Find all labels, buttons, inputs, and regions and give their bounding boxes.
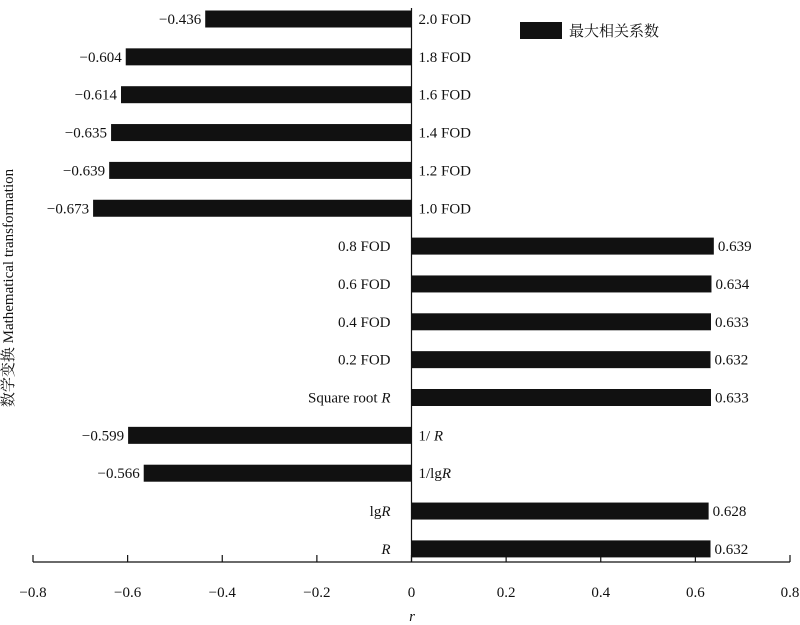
x-tick-label: −0.8 xyxy=(19,585,47,601)
category-label: lgR xyxy=(369,504,391,521)
bar xyxy=(412,351,711,368)
category-label: 0.4 FOD xyxy=(337,314,391,331)
legend-swatch xyxy=(520,22,562,39)
category-label: 1.0 FOD xyxy=(418,201,472,218)
value-label: 0.632 xyxy=(714,352,749,369)
x-tick-label: 0.6 xyxy=(686,585,705,601)
value-label: −0.566 xyxy=(97,466,140,483)
x-tick-label: 0.2 xyxy=(496,585,516,601)
category-label: 0.2 FOD xyxy=(337,352,391,369)
bar xyxy=(128,427,411,444)
legend-label: 最大相关系数 xyxy=(569,22,660,40)
bar xyxy=(126,48,412,65)
legend xyxy=(520,22,659,40)
value-label: 0.639 xyxy=(717,239,752,256)
bar xyxy=(412,313,711,330)
value-label: −0.599 xyxy=(81,428,125,445)
x-tick-label: −0.4 xyxy=(208,585,236,601)
bar xyxy=(109,162,411,179)
value-label: −0.614 xyxy=(74,87,118,104)
value-label: −0.639 xyxy=(62,163,106,180)
x-tick-label: 0.4 xyxy=(591,585,611,601)
category-label: Square root R xyxy=(308,390,391,407)
category-label: 1.6 FOD xyxy=(418,87,472,104)
bar xyxy=(144,465,412,482)
category-label: 1/ R xyxy=(418,428,444,445)
category-label: 1.4 FOD xyxy=(418,125,472,142)
category-label: 1.2 FOD xyxy=(418,163,472,180)
category-label: R xyxy=(381,541,391,558)
bar xyxy=(93,200,411,217)
x-tick-label: −0.6 xyxy=(114,585,142,601)
bar-group xyxy=(93,11,714,558)
x-tick-label: 0 xyxy=(407,585,416,601)
value-label: −0.673 xyxy=(46,201,90,218)
value-label: 0.628 xyxy=(712,504,747,521)
category-label: 1.8 FOD xyxy=(418,49,472,66)
category-label: 0.6 FOD xyxy=(337,276,391,293)
bar xyxy=(412,540,711,557)
value-label: −0.635 xyxy=(64,125,108,142)
x-axis-title: r xyxy=(409,609,415,625)
x-tick-label: 0.8 xyxy=(780,585,800,601)
bar xyxy=(412,275,712,292)
x-tick-label: −0.2 xyxy=(303,585,331,601)
value-label: −0.604 xyxy=(79,49,122,66)
bar xyxy=(121,86,411,103)
y-axis-title: 数学变换 Mathematical transformation xyxy=(1,168,17,408)
bar xyxy=(412,389,711,406)
category-label: 0.8 FOD xyxy=(337,239,391,256)
bar xyxy=(412,238,714,255)
category-label: 2.0 FOD xyxy=(418,12,472,28)
value-label: 0.633 xyxy=(714,314,749,331)
value-label: −0.436 xyxy=(158,12,202,28)
bar xyxy=(111,124,411,141)
bar xyxy=(412,503,709,520)
x-axis xyxy=(19,555,799,601)
bar xyxy=(205,11,411,28)
value-label: 0.634 xyxy=(715,276,750,293)
value-label: 0.632 xyxy=(714,541,749,558)
value-label: 0.633 xyxy=(714,390,749,407)
category-label: 1/lgR xyxy=(418,466,452,483)
